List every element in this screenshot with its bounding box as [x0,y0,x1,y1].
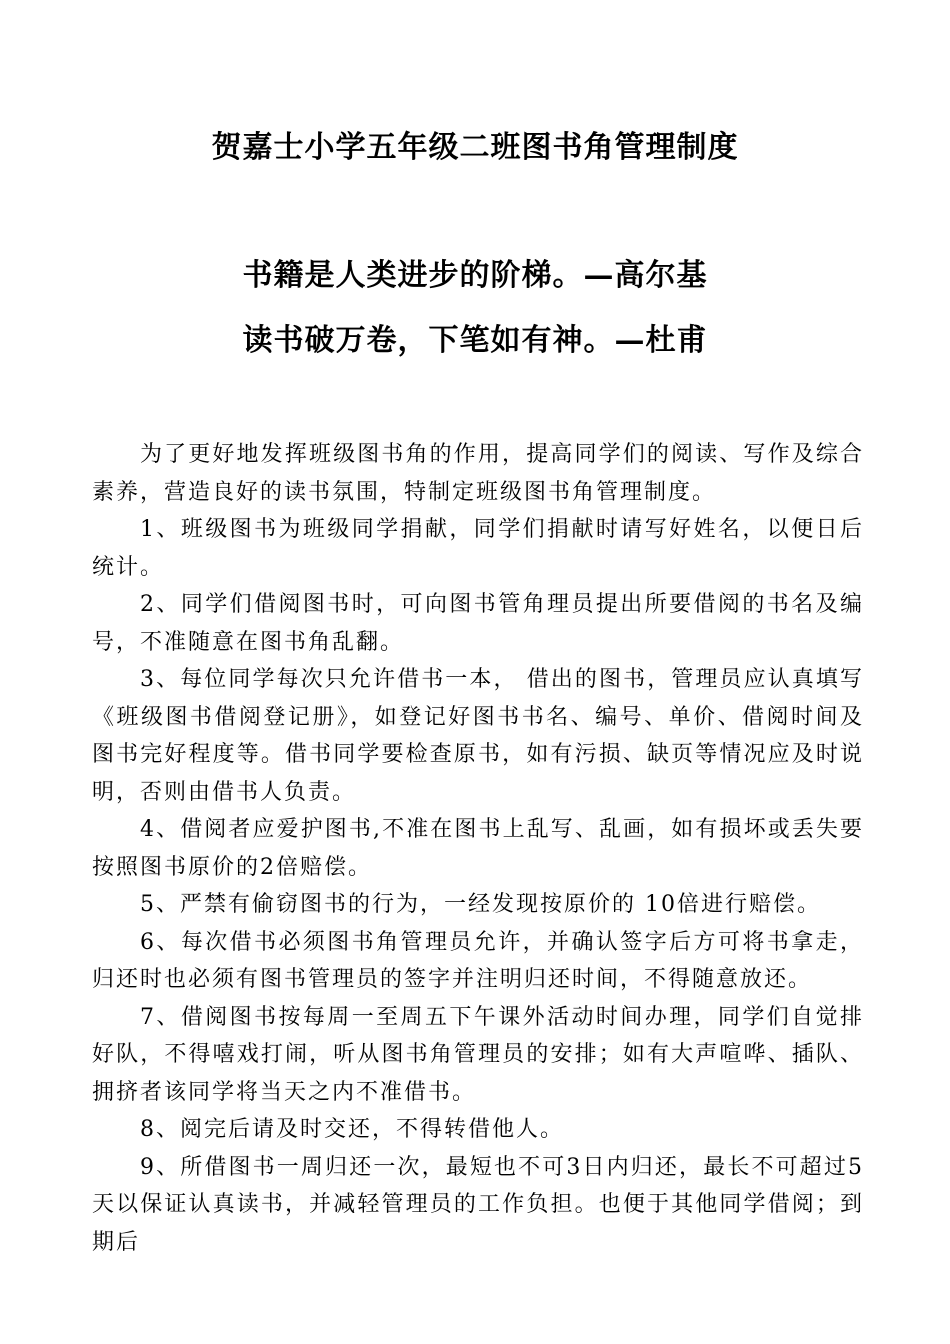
rule-8: 8、阅完后请及时交还，不得转借他人。 [140,1117,564,1142]
document-title: 贺嘉士小学五年级二班图书角管理制度 [211,130,739,165]
rule-3: 3、每位同学每次只允许借书一本， 借出的图书，管理员应认真填写《班级图书借阅登记册》，如登记好图书书名、编号、单价、借阅时间及图书完好程度等。借书同学要检查原书，如有污损、缺页等情况应及时说明，否则由借书人负责。 [92,667,864,805]
rule-9: 9、所借图书一周归还一次，最短也不可3日内归还，最长不可超过5天以保证认真读书，并减轻管理员的工作负担。也便于其他同学借阅；到期后 [92,1154,864,1255]
rules-body [92,436,864,1261]
rule-5: 5、严禁有偷窃图书的行为，一经发现按原价的 10倍进行赔偿。 [140,892,821,917]
rule-6: 6、每次借书必须图书角管理员允许，并确认签字后方可将书拿走，归还时也必须有图书管理员的签字并注明归还时间，不得随意放还。 [92,929,864,992]
rule-1: 1、班级图书为班级同学捐献，同学们捐献时请写好姓名，以便日后统计。 [92,517,864,580]
quote-gorky: 书籍是人类进步的阶梯。—高尔基 [242,258,708,293]
intro-paragraph: 为了更好地发挥班级图书角的作用，提高同学们的阅读、写作及综合素养，营造良好的读书氛围，特制定班级图书角管理制度。 [92,442,864,505]
rule-7: 7、借阅图书按每周一至周五下午课外活动时间办理，同学们自觉排好队，不得嘻戏打闹，听从图书角管理员的安排；如有大声喧哗、插队、拥挤者该同学将当天之内不准借书。 [92,1004,864,1105]
quote-du-fu: 读书破万卷，下笔如有神。—杜甫 [242,323,708,358]
rule-2: 2、同学们借阅图书时，可向图书管角理员提出所要借阅的书名及编号，不准随意在图书角乱翻。 [92,592,864,655]
rule-4: 4、借阅者应爱护图书,不准在图书上乱写、乱画，如有损坏或丢失要按照图书原价的2倍赔偿。 [92,817,864,880]
